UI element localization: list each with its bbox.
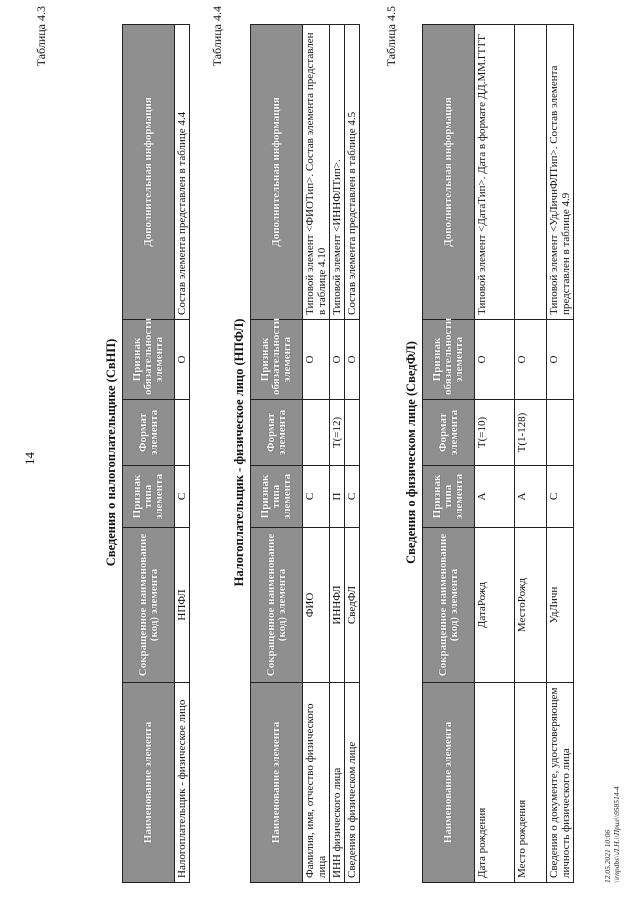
page-number: 14 (22, 452, 37, 465)
cell-name: Фамилия, имя, отчество физического лица (303, 683, 330, 883)
table-row (515, 25, 547, 883)
cell-format (303, 400, 330, 466)
col-header-name: Наименование элемента (423, 683, 475, 883)
table-row (175, 25, 190, 883)
col-header-info: Дополнительная информация (123, 25, 175, 320)
cell-code: ФИО (303, 528, 330, 683)
col-header-type: Признак типа элемента (251, 466, 303, 528)
col-header-format: Формат элемента (123, 400, 175, 466)
table-row (475, 25, 515, 883)
footer-path: \\rnpdbs\\Л.Н.\\Прил\\958514-4 (612, 786, 621, 883)
cell-code: НПФЛ (175, 528, 190, 683)
cell-required: О (475, 320, 515, 400)
cell-info: Типовой элемент <УдЛичнФЛТип>. Состав элемента представлен в таблице 4.9 (547, 25, 574, 320)
footer-date: 12.05.2021 10:06 (603, 829, 612, 883)
col-header-required: Признак обязательности элемента (423, 320, 475, 400)
cell-type: С (175, 466, 190, 528)
cell-required: О (547, 320, 574, 400)
cell-required: О (330, 320, 345, 400)
cell-name: Дата рождения (475, 683, 515, 883)
cell-required: О (175, 320, 190, 400)
cell-required: О (515, 320, 547, 400)
col-header-format: Формат элемента (423, 400, 475, 466)
cell-type: П (330, 466, 345, 528)
cell-info: Типовой элемент <ИННФЛТип>. (330, 25, 345, 320)
cell-info: Состав элемента представлен в таблице 4.4 (175, 25, 190, 320)
col-header-format: Формат элемента (251, 400, 303, 466)
table-4-5 (422, 24, 574, 883)
table-row (547, 25, 574, 883)
col-header-required: Признак обязательности элемента (123, 320, 175, 400)
cell-type: А (515, 466, 547, 528)
table-4-4-title: Налогоплательщик - физическое лицо (НПФЛ) (232, 318, 246, 587)
cell-type: А (475, 466, 515, 528)
col-header-type: Признак типа элемента (423, 466, 475, 528)
cell-code: МестоРожд (515, 528, 547, 683)
table-row (303, 25, 330, 883)
cell-info: Типовой элемент <ФИОТип>. Состав элемента представлен в таблице 4.10 (303, 25, 330, 320)
table-row (345, 25, 360, 883)
cell-name: Место рождения (515, 683, 547, 883)
cell-code: ДатаРожд (475, 528, 515, 683)
cell-code: УдЛичн (547, 528, 574, 683)
cell-format (547, 400, 574, 466)
col-header-code: Сокращенное наименование (код) элемента (123, 528, 175, 683)
cell-code: ИННФЛ (330, 528, 345, 683)
cell-format: T(=10) (475, 400, 515, 466)
col-header-code: Сокращенное наименование (код) элемента (251, 528, 303, 683)
col-header-name: Наименование элемента (251, 683, 303, 883)
col-header-info: Дополнительная информация (251, 25, 303, 320)
cell-name: Налогоплательщик - физическое лицо (175, 683, 190, 883)
cell-required: О (345, 320, 360, 400)
col-header-info: Дополнительная информация (423, 25, 475, 320)
footer-stamp (603, 786, 621, 883)
table-4-4-label: Таблица 4.4 (210, 6, 224, 67)
cell-format (345, 400, 360, 466)
cell-info (515, 25, 547, 320)
cell-name: Сведения о физическом лице (345, 683, 360, 883)
table-4-3 (122, 24, 190, 883)
table-4-5-label: Таблица 4.5 (384, 6, 398, 67)
cell-type: С (345, 466, 360, 528)
cell-info: Состав элемента представлен в таблице 4.5 (345, 25, 360, 320)
cell-required: О (303, 320, 330, 400)
col-header-name: Наименование элемента (123, 683, 175, 883)
cell-type: С (547, 466, 574, 528)
table-row (330, 25, 345, 883)
col-header-required: Признак обязательности элемента (251, 320, 303, 400)
cell-info: Типовой элемент <ДатаТип>. Дата в формате ДД.ММ.ГГГГ (475, 25, 515, 320)
cell-code: СведФЛ (345, 528, 360, 683)
cell-name: ИНН физического лица (330, 683, 345, 883)
cell-name: Сведения о документе, удостоверяющем личность физического лица (547, 683, 574, 883)
col-header-code: Сокращенное наименование (код) элемента (423, 528, 475, 683)
col-header-type: Признак типа элемента (123, 466, 175, 528)
cell-format: T(=12) (330, 400, 345, 466)
table-4-5-title: Сведения о физическом лице (СведФЛ) (404, 341, 418, 564)
table-4-3-title: Сведения о налогоплательщике (СвНП) (104, 338, 118, 567)
cell-format: T(1-128) (515, 400, 547, 466)
cell-format (175, 400, 190, 466)
cell-type: С (303, 466, 330, 528)
table-4-3-label: Таблица 4.3 (34, 6, 48, 67)
table-4-4 (250, 24, 360, 883)
